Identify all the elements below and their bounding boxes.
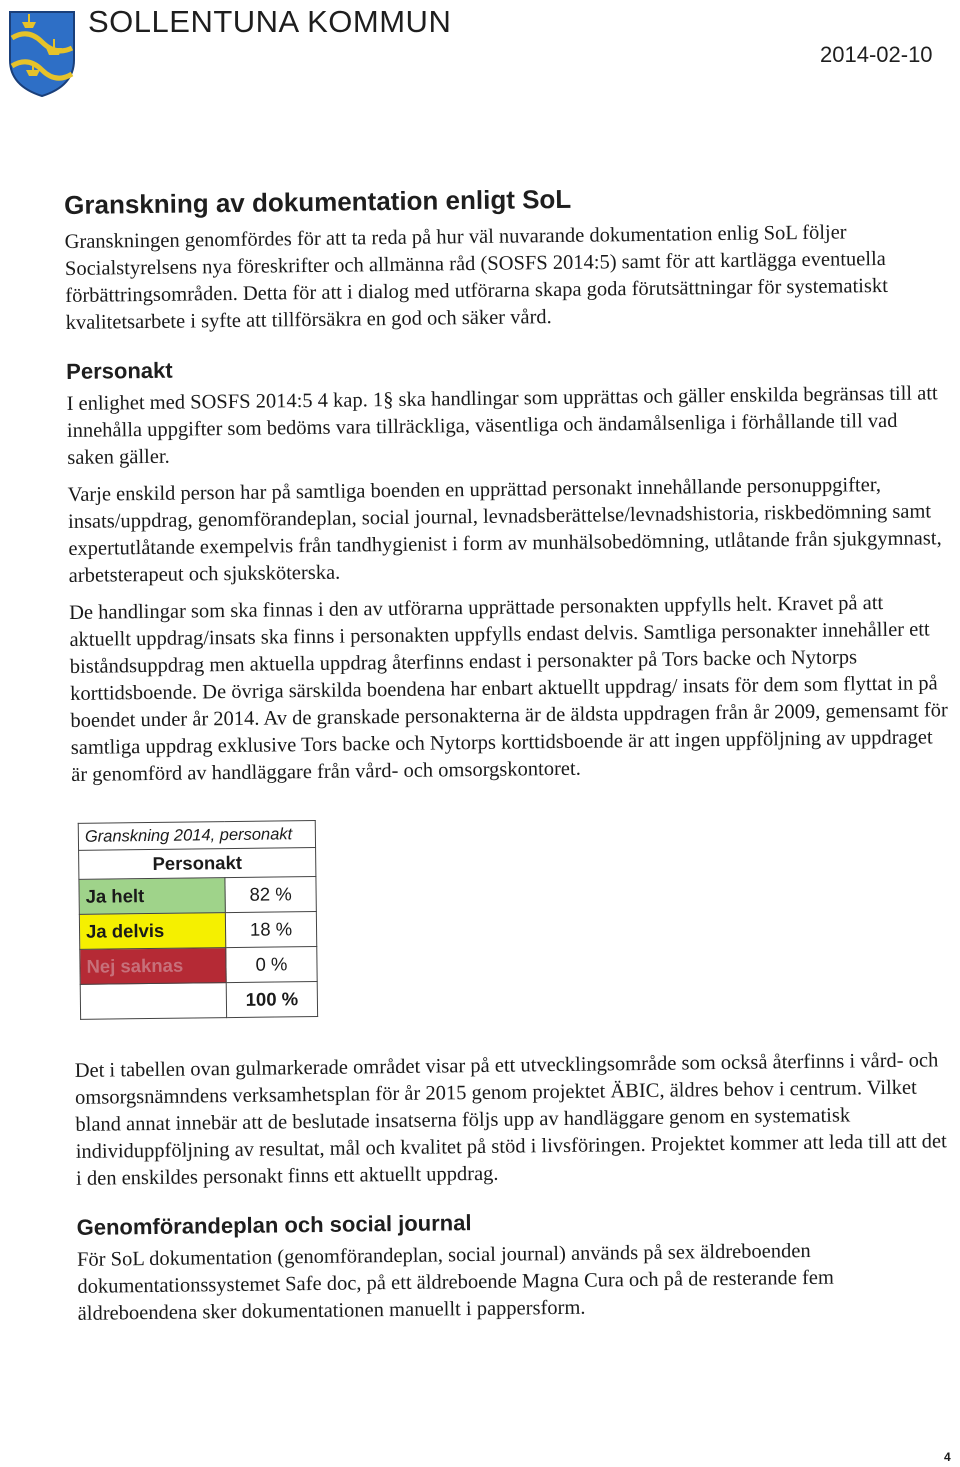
row-label-ja-helt: Ja helt	[79, 878, 225, 915]
genomforandeplan-paragraph: För SoL dokumentation (genomförandeplan, social journal) används på sex äldreboenden dokumentationssystemet Safe doc, på ett äldreboende Magna Cura och på de resterande fem äldreboendena sker dokumentationen manuellt i pappersform.	[76, 1239, 835, 1325]
table-caption: Granskning 2014, personakt	[78, 820, 315, 850]
personakt-paragraph-3: De handlingar som ska finnas i den av utförarna upprättade personakten uppfylls helt. Kravet på att aktuellt uppdrag/insats ska finns i personakten uppfylls endast delvis. Samtliga personakter innehåller ett biståndsuppdrag men aktuella uppdrag återfinns endast i personakter på Tors backe och Nytorps korttidsboende. De övriga särskilda boendena har enbart aktuellt uppdrag/ insats för dem som flyttat in på boendet under år 2014. Av de granskade personakterna är de äldsta uppdragen från år 2009, gemensamt för samtliga uppdrag exklusive Tors backe och Nytorps korttidsboende är att ingen uppföljning av uppdraget är genomförd av handläggare från vård- och omsorgskontoret.	[69, 592, 948, 786]
personakt-paragraph-2: Varje enskild person har på samtliga boenden en upprättad personakt innehållande personuppgifter, insats/uppdrag, genomförandeplan, social journal, levnadsberättelse/levnadshistoria, riskbedömning samt expertutlåtande exempelvis från tandhygienist i form av munhälsobedömning, utlåtande från sjukgymnast, arbetsterapeut och sjuksköterska.	[67, 474, 942, 587]
row-value-total: 100 %	[226, 981, 317, 1017]
row-value-ja-helt: 82 %	[225, 876, 316, 912]
section-title-personakt: Personakt	[66, 357, 173, 384]
table-row	[79, 876, 316, 914]
row-value-ja-delvis: 18 %	[225, 911, 316, 947]
table-row	[80, 946, 317, 984]
personakt-paragraph-1: I enlighet med SOSFS 2014:5 4 kap. 1§ ska handlingar som upprättas och gäller enskilda begränsas till att innehålla uppgifter som bedöms vara tillräckliga, väsentliga och ändamålsenliga i förhållande till vad saken gäller.	[66, 382, 938, 469]
row-label-nej-saknas: Nej saknas	[80, 948, 226, 985]
table-row	[79, 911, 316, 949]
total-label-empty	[80, 983, 226, 1020]
after-table-paragraph: Det i tabellen ovan gulmarkerade området visar på ett utvecklingsområde som också återfinns i vård- och omsorgsnämndens verksamhetsplan för år 2015 genom projektet ÄBIC, äldres behov i centrum. Vilket bland annat innebär att de beslutade insatserna följs upp av handläggare genom en systematisk individuppföljning av resultat, mål och kvalitet på stöd i livsföringen. Projektet kommer att leda till att det i den enskildes personakt finns ett aktuellt uppdrag.	[74, 1049, 947, 1190]
table-header: Personakt	[79, 847, 316, 879]
row-label-ja-delvis: Ja delvis	[79, 913, 225, 950]
municipal-crest-icon	[6, 8, 78, 98]
section-title-genomforandeplan: Genomförandeplan och social journal	[76, 1210, 472, 1240]
personakt-result-table	[78, 812, 954, 1020]
organization-name: SOLLENTUNA KOMMUN	[88, 4, 452, 39]
table-row	[80, 981, 317, 1019]
row-value-nej-saknas: 0 %	[226, 946, 317, 982]
intro-paragraph: Granskningen genomfördes för att ta reda på hur väl nuvarande dokumentation enlig SoL följer Socialstyrelsens nya föreskrifter och allmänna råd (SOSFS 2014:5) samt för att kartlägga eventuella förbättringsområden. Detta för att i dialog med utförarna skapa goda förutsättningar för systematiskt kvalitetsarbete i syfte att tillförsäkra en god och säker vård.	[64, 221, 888, 334]
document-date: 2014-02-10	[820, 42, 933, 67]
page-number: 4	[944, 1450, 951, 1464]
section-title-granskning: Granskning av dokumentation enligt SoL	[64, 183, 572, 220]
document-body	[64, 179, 958, 1338]
